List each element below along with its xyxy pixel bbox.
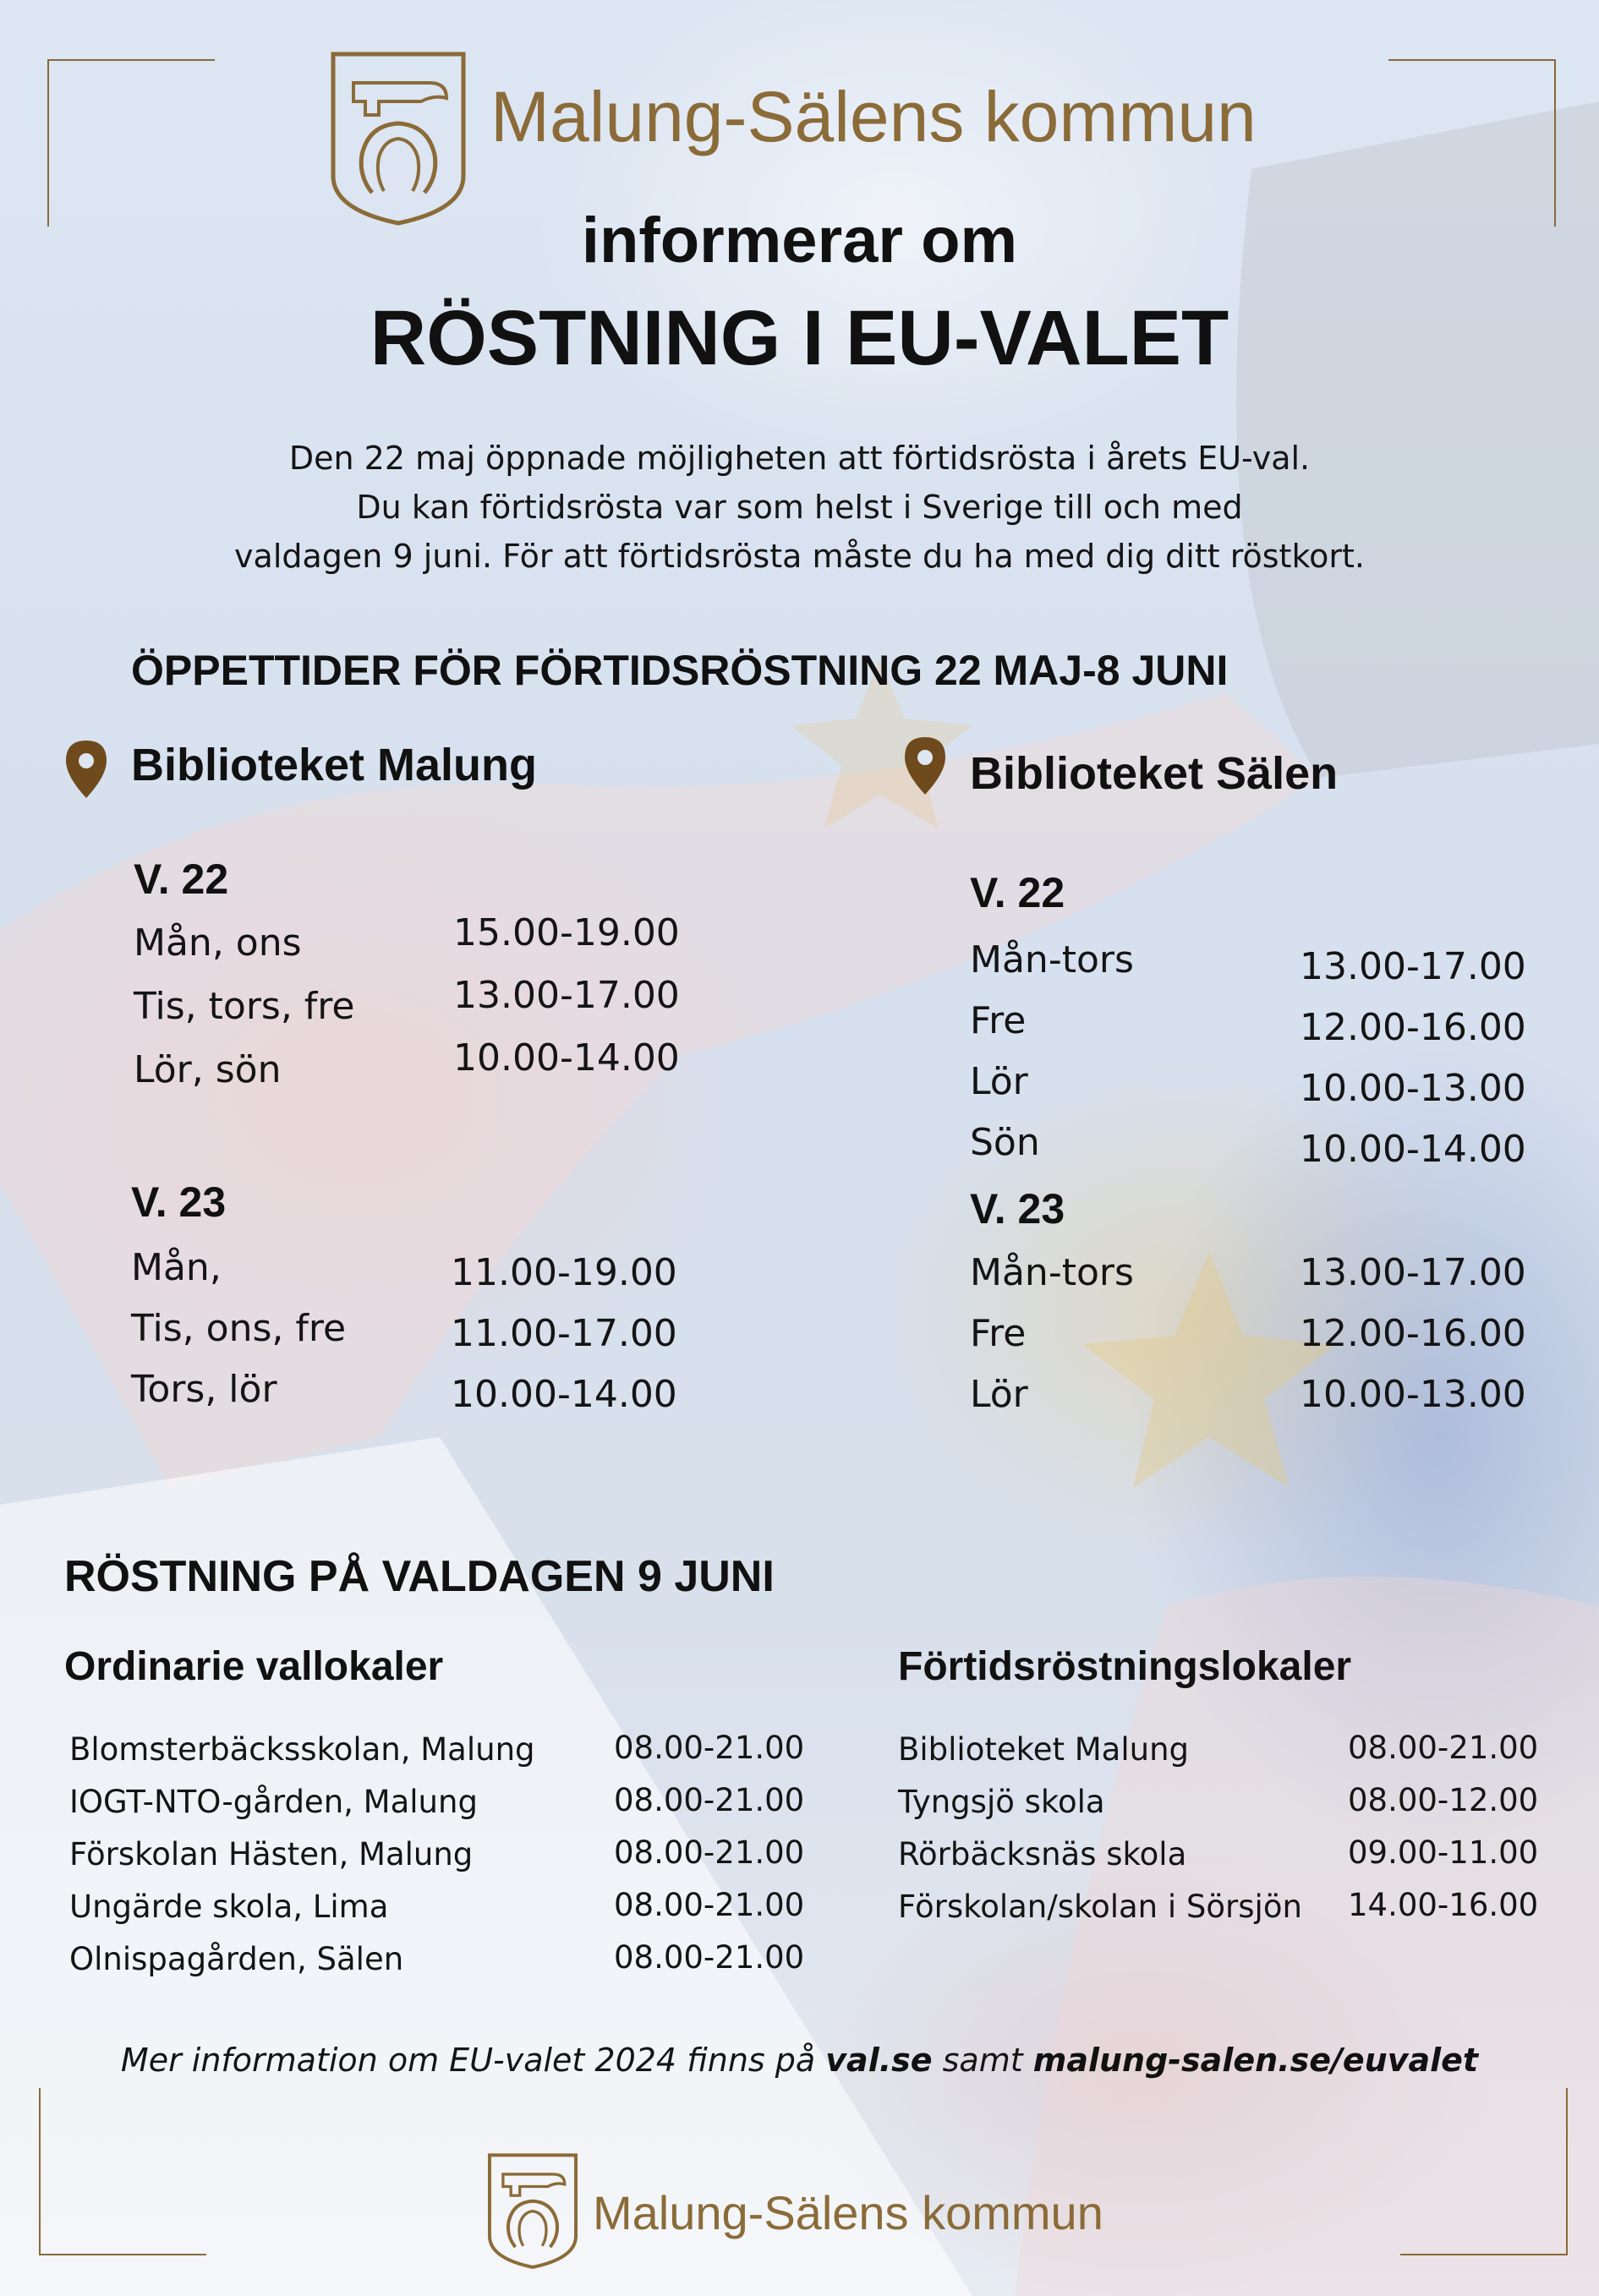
header-subtitle: informerar om [581, 205, 1018, 276]
malung-w22-days-1: Mån, ons [134, 921, 302, 965]
val-se-link[interactable]: val.se [825, 2042, 933, 2079]
location-pin-icon [901, 735, 949, 796]
location-pin-icon [63, 739, 110, 800]
footer-info [0, 2037, 1599, 2083]
advance-place-1: Biblioteket Malung [898, 1731, 1190, 1768]
ordinary-time-3: 08.00-21.00 [614, 1834, 805, 1871]
ordinary-time-1: 08.00-21.00 [614, 1730, 805, 1766]
advance-place-4: Förskolan/skolan i Sörsjön [898, 1889, 1302, 1925]
ordinary-title: Ordinarie vallokaler [64, 1644, 444, 1689]
malung-w22-time-2: 13.00-17.00 [453, 974, 680, 1017]
malung-library-title: Biblioteket Malung [131, 740, 538, 790]
intro-line-1: Den 22 maj öppnade möjligheten att förtidsrösta i årets EU-val. [288, 440, 1311, 477]
advance-place-2: Tyngsjö skola [898, 1784, 1105, 1820]
salen-w22-days-2: Fre [970, 999, 1027, 1042]
corner-bracket-bottom-left [39, 2088, 206, 2255]
salen-w22-days-4: Sön [970, 1121, 1040, 1164]
crest-icon [486, 2151, 579, 2270]
salen-library-title: Biblioteket Sälen [970, 748, 1339, 799]
advance-locations-title: Förtidsröstningslokaler [898, 1644, 1352, 1689]
election-day-heading: RÖSTNING PÅ VALDAGEN 9 JUNI [64, 1552, 775, 1601]
page-title: RÖSTNING I EU-VALET [370, 295, 1229, 381]
malung-w23-days-1: Mån, [131, 1246, 222, 1289]
salen-w23-days-2: Fre [970, 1312, 1027, 1355]
advance-time-1: 08.00-21.00 [1348, 1730, 1539, 1766]
bottom-logo [486, 2151, 1129, 2270]
advance-time-3: 09.00-11.00 [1348, 1834, 1539, 1871]
corner-bracket-bottom-right [1400, 2088, 1568, 2255]
salen-w23-time-3: 10.00-13.00 [1300, 1373, 1526, 1416]
malung-w22-days-3: Lör, sön [134, 1048, 282, 1091]
salen-w23-days-1: Mån-tors [970, 1251, 1134, 1294]
corner-bracket-top-left [47, 59, 215, 227]
advance-time-2: 08.00-12.00 [1348, 1782, 1539, 1818]
ordinary-place-4: Ungärde skola, Lima [69, 1889, 389, 1925]
ordinary-place-2: IOGT-NTO-gården, Malung [69, 1784, 478, 1820]
ordinary-place-3: Förskolan Hästen, Malung [69, 1836, 474, 1872]
malung-w22-time-3: 10.00-14.00 [453, 1036, 680, 1080]
malung-w23-days-2: Tis, ons, fre [131, 1307, 347, 1350]
salen-w22-time-1: 13.00-17.00 [1300, 945, 1526, 988]
malung-w22-time-1: 15.00-19.00 [453, 911, 680, 954]
salen-w22-time-4: 10.00-14.00 [1300, 1128, 1526, 1171]
malung-w23-days-3: Tors, lör [131, 1368, 277, 1411]
salen-w22-time-3: 10.00-13.00 [1300, 1067, 1526, 1110]
brand-name-bottom: Malung-Sälens kommun [593, 2186, 1103, 2239]
salen-w22-days-3: Lör [970, 1060, 1028, 1103]
advance-heading: ÖPPETTIDER FÖR FÖRTIDSRÖSTNING 22 MAJ-8 JUNI [131, 647, 1229, 694]
intro-line-3: valdagen 9 juni. För att förtidsrösta måste du ha med dig ditt röstkort. [234, 538, 1365, 575]
top-logo [328, 49, 1284, 227]
footer-middle: samt [932, 2042, 1033, 2079]
salen-w23-days-3: Lör [970, 1373, 1028, 1416]
malung-week-23-label: V. 23 [131, 1178, 227, 1226]
malung-w22-days-2: Tis, tors, fre [134, 985, 355, 1028]
brand-name: Malung-Sälens kommun [490, 77, 1257, 156]
ordinary-place-1: Blomsterbäcksskolan, Malung [69, 1731, 535, 1768]
corner-bracket-top-right [1388, 59, 1556, 227]
salen-w22-days-1: Mån-tors [970, 938, 1134, 981]
intro-line-2: Du kan förtidsrösta var som helst i Sverige till och med [356, 489, 1243, 526]
salen-w22-time-2: 12.00-16.00 [1300, 1006, 1526, 1049]
ordinary-place-5: Olnispagården, Sälen [69, 1941, 404, 1977]
salen-w23-time-1: 13.00-17.00 [1300, 1251, 1526, 1294]
ordinary-time-2: 08.00-21.00 [614, 1782, 805, 1818]
ordinary-time-5: 08.00-21.00 [614, 1939, 805, 1976]
salen-week-22-label: V. 22 [970, 869, 1065, 916]
advance-time-4: 14.00-16.00 [1348, 1887, 1539, 1923]
malung-w23-time-3: 10.00-14.00 [451, 1373, 677, 1416]
advance-place-3: Rörbäcksnäs skola [898, 1836, 1187, 1872]
salen-w23-time-2: 12.00-16.00 [1300, 1312, 1526, 1355]
malung-w23-time-1: 11.00-19.00 [451, 1251, 677, 1294]
malung-week-22-label: V. 22 [134, 856, 229, 903]
crest-icon [328, 49, 468, 227]
salen-week-23-label: V. 23 [970, 1185, 1065, 1233]
malung-w23-time-2: 11.00-17.00 [451, 1312, 677, 1355]
footer-prefix: Mer information om EU-valet 2024 finns på [120, 2042, 826, 2079]
malung-salen-link[interactable]: malung-salen.se/euvalet [1032, 2042, 1479, 2079]
ordinary-time-4: 08.00-21.00 [614, 1887, 805, 1923]
